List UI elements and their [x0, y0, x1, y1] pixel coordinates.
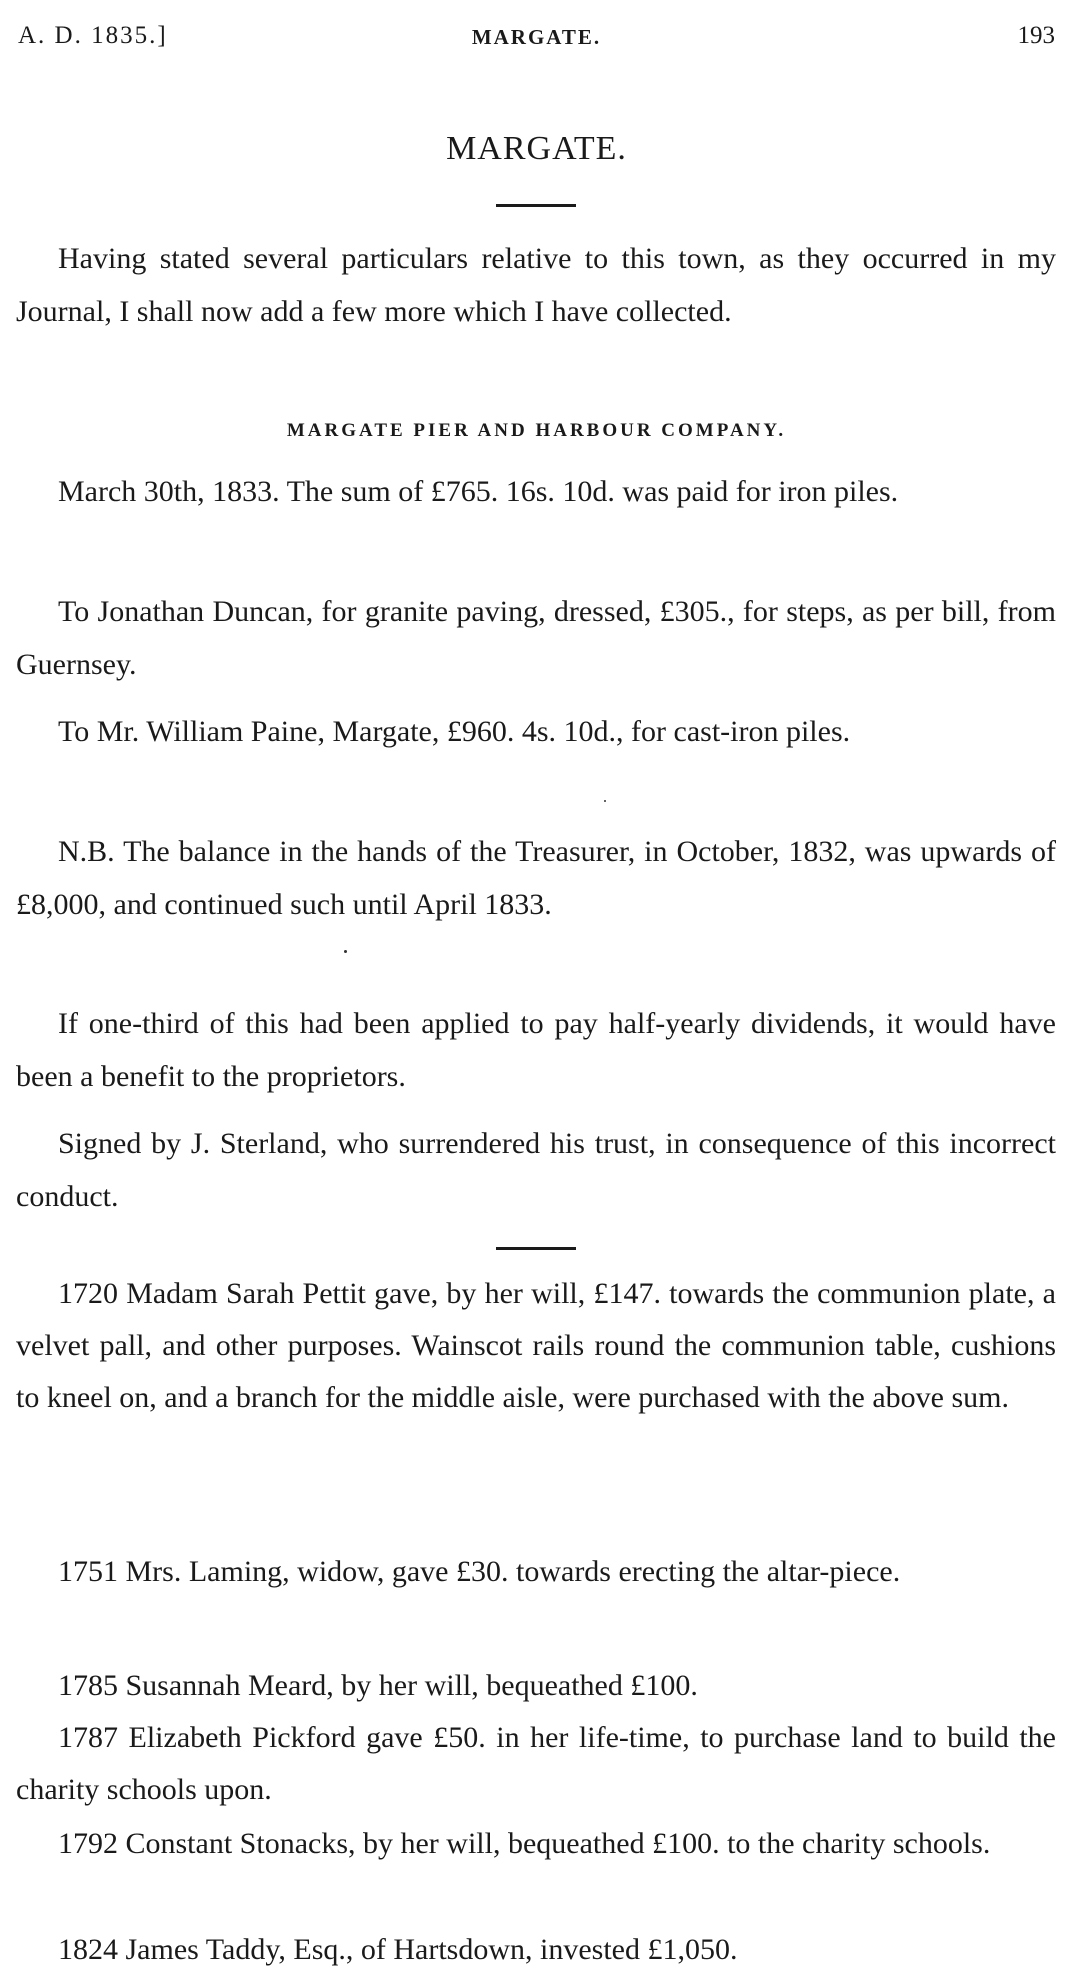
charity-entry: 1751 Mrs. Laming, widow, gave £30. towards erecting the altar-piece.: [58, 1555, 901, 1588]
pier-entry: To Mr. William Paine, Margate, £960. 4s. 10d., for cast-iron piles.: [58, 715, 851, 748]
title-rule: [496, 204, 576, 207]
print-speck: [604, 800, 606, 802]
running-head-date: A. D. 1835.]: [18, 22, 168, 49]
print-speck: [344, 950, 347, 953]
charity-entry: 1787 Elizabeth Pickford gave £50. in her life-time, to purchase land to build the charity schools upon.: [16, 1721, 1056, 1806]
charity-entry: 1720 Madam Sarah Pettit gave, by her will, £147. towards the communion plate, a velvet pall, and other purposes. Wainscot rails round the communion table, cushions to kneel on, and a branch for the middle aisle, were purchased with the above sum.: [16, 1277, 1056, 1414]
charity-entry: 1824 James Taddy, Esq., of Hartsdown, invested £1,050.: [58, 1933, 738, 1966]
page-number: 193: [1017, 22, 1055, 49]
charity-entry: 1785 Susannah Meard, by her will, bequeathed £100.: [58, 1669, 698, 1702]
intro-paragraph: Having stated several particulars relative to this town, as they occurred in my Journal, I shall now add a few more which I have collected.: [16, 242, 1056, 328]
pier-entry: If one-third of this had been applied to pay half-yearly dividends, it would have been a benefit to the proprietors.: [16, 1007, 1056, 1093]
pier-entry: N.B. The balance in the hands of the Treasurer, in October, 1832, was upwards of £8,000, and continued such until April 1833.: [16, 835, 1056, 921]
running-head: [18, 22, 1055, 58]
charity-entry: 1792 Constant Stonacks, by her will, bequeathed £100. to the charity schools.: [58, 1827, 991, 1860]
pier-entry: Signed by J. Sterland, who surrendered his trust, in consequence of this incorrect conduct.: [16, 1127, 1056, 1213]
pier-entry: March 30th, 1833. The sum of £765. 16s. 10d. was paid for iron piles.: [58, 475, 899, 508]
section-rule: [496, 1247, 576, 1250]
section-heading: MARGATE PIER AND HARBOUR COMPANY.: [286, 420, 787, 441]
pier-entry: To Jonathan Duncan, for granite paving, dressed, £305., for steps, as per bill, from Guernsey.: [16, 595, 1056, 681]
running-head-title: MARGATE.: [471, 25, 602, 49]
chapter-title: MARGATE.: [446, 130, 627, 167]
